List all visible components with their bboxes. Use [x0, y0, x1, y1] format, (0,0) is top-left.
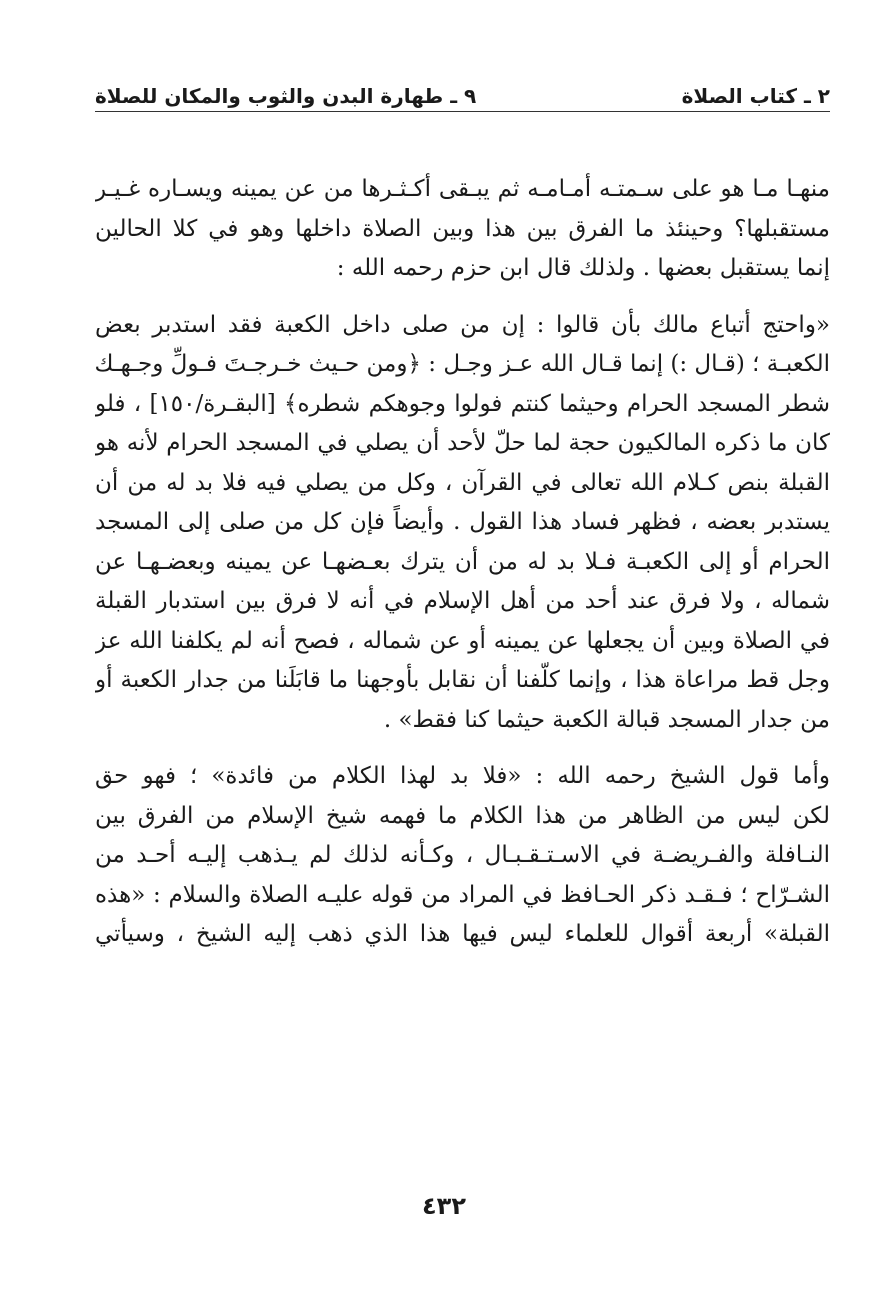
- main-text: [95, 170, 830, 955]
- text-line: شماله ، ولا فرق عند أحد من أهل الإسلام في أنه لا فرق بين استدبار القبلة: [95, 588, 830, 614]
- page-number: ٤٣٢: [422, 1192, 466, 1220]
- text-line: وأما قول الشيخ رحمه الله : «فلا بد لهذا الكلام من فائدة» ؛ فهو حق: [95, 763, 830, 789]
- text-line: إنما يستقبل بعضها . ولذلك قال ابن حزم رحمه الله :: [336, 255, 830, 281]
- text-line: «واحتج أتباع مالك بأن قالوا : إن من صلى داخل الكعبة فقد استدبر بعض: [95, 311, 830, 338]
- text-line: شطر المسجد الحرام وحيثما كنتم فولوا وجوهكم شطره﴾ [البقـرة/١٥٠] ، فلو: [95, 390, 830, 417]
- text-line: منهـا مـا هو على سـمتـه أمـامـه ثم يبـقى أكـثـرها من عن يمينه ويسـاره غـيـر: [95, 176, 830, 202]
- text-line: القبلة» أربعة أقوال للعلماء ليس فيها هذا الذي ذهب إليه الشيخ ، وسيأتي: [95, 921, 830, 947]
- text-line: الكعبـة ؛ (قـال :) إنما قـال الله عـز وجـل : ﴿ومن حـيث خـرجـتَ فـولِّ وجـهـك: [95, 351, 830, 377]
- running-header: [95, 70, 830, 110]
- paragraph-3: [95, 757, 830, 955]
- text-line: الشـرّاح ؛ فـقـد ذكر الحـافظ في المراد من قوله عليـه الصلاة والسلام : «هذه: [95, 881, 830, 908]
- header-section-title: ٩ ـ طهارة البدن والثوب والمكان للصلاة: [95, 84, 477, 108]
- text-line: النـافلة والفـريضـة في الاسـتـقـبـال ، وكـأنه لذلك لم يـذهب إليـه أحـد من: [95, 842, 830, 868]
- paragraph-2-quotation: [95, 306, 830, 741]
- paragraph-1: [95, 170, 830, 289]
- text-line: لكن ليس من الظاهر من هذا الكلام ما فهمه شيخ الإسلام من الفرق بين: [95, 802, 830, 829]
- text-line: مستقبلها؟ وحينئذ ما الفرق بين هذا وبين الصلاة داخلها وهو في كلا الحالين: [95, 215, 830, 242]
- header-divider: [95, 111, 830, 112]
- text-line: الحرام أو إلى الكعبـة فـلا بد له من أن يترك بعـضهـا عن يمينه وبعضـهـا عن: [95, 548, 830, 575]
- text-line: وجل قط مراعاة هذا ، وإنما كلّفنا أن نقابل بأوجهنا ما قابَلَنا من جدار الكعبة أو: [95, 667, 830, 693]
- text-line: يستدبر بعضه ، فظهر فساد هذا القول . وأيضاً فإن كل من صلى إلى المسجد: [95, 509, 830, 535]
- text-line: في الصلاة وبين أن يجعلها عن يمينه أو عن شماله ، فصح أنه لم يكلفنا الله عز: [95, 627, 830, 654]
- text-line: كان ما ذكره المالكيون حجة لما حلّ لأحد أن يصلي في المسجد الحرام لأنه هو: [95, 430, 830, 456]
- header-chapter-title: ٢ ـ كتاب الصلاة: [681, 84, 830, 108]
- text-line: القبلة بنص كـلام الله تعالى في القرآن ، وكل من يصلي فيه فلا بد له من أن: [95, 469, 830, 496]
- text-line: من جدار المسجد قبالة الكعبة حيثما كنا فقط» .: [383, 706, 830, 733]
